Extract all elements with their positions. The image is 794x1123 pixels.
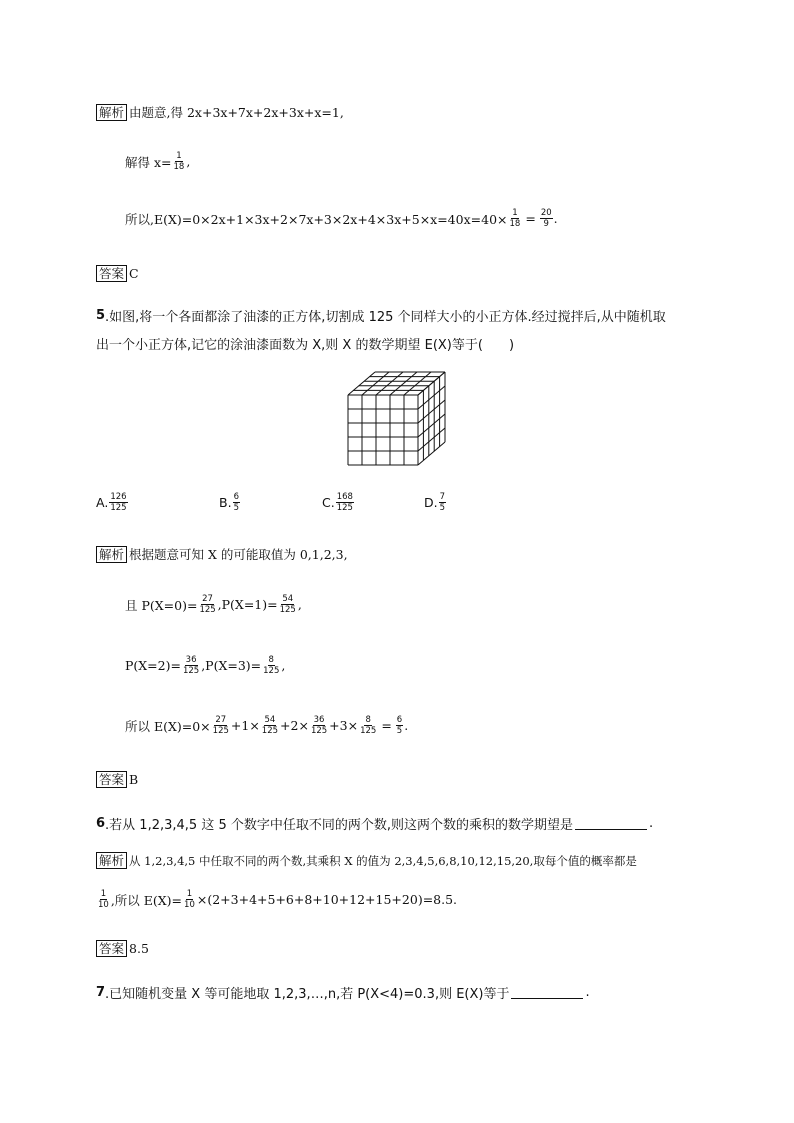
answer-blank[interactable] xyxy=(511,986,583,999)
q6-solution-line1: 解析 从 1,2,3,4,5 中任取不同的两个数,其乘积 X 的值为 2,3,4,5,6,8,10,12,15,20,取每个值的概率都是 xyxy=(96,852,637,869)
jiexi-tag: 解析 xyxy=(96,104,127,121)
q5-stem-line2: 出一个小正方体,记它的涂油漆面数为 X,则 X 的数学期望 E(X)等于( ) xyxy=(96,338,515,353)
q5-solution-line4: 所以 E(X)=0× $\frac{27}{125}$ +1× $\frac{54}{125}$ +2× $\frac{36}{125}$ +3× $\frac{8}{125}$ = $\frac{6}{5}$ . xyxy=(125,715,409,736)
cube-grid-line xyxy=(376,372,403,395)
q5-option-b: B. $\frac{6}{5}$ xyxy=(219,492,239,513)
cube-grid-line xyxy=(348,372,375,395)
q6-number: 6 xyxy=(96,816,106,831)
q4-solution-line1 xyxy=(96,103,344,121)
answer-tag: 答案 xyxy=(96,940,127,957)
q4-answer xyxy=(96,265,139,282)
q7-number: 7 xyxy=(96,985,106,1000)
q6-answer-value: 8.5 xyxy=(129,941,149,956)
q5-option-d: D. $\frac{7}{5}$ xyxy=(424,492,446,513)
q6-answer xyxy=(96,940,149,957)
fraction: $\frac{1}{18}$ xyxy=(509,208,521,229)
cube-grid-line xyxy=(404,372,431,395)
q5-answer-value: B xyxy=(129,772,139,787)
fraction: $\frac{1}{18}$ xyxy=(173,151,185,172)
answer-tag: 答案 xyxy=(96,265,127,282)
cube-grid-line xyxy=(418,400,445,423)
cube-figure xyxy=(345,368,447,468)
cube-grid-line xyxy=(418,414,445,437)
q6-stem: 6 .若从 1,2,3,4,5 这 5 个数字中任取不同的两个数,则这两个数的乘积的数学期望是 . xyxy=(96,816,654,833)
q4-answer-value: C xyxy=(129,266,139,281)
cube-grid-line xyxy=(418,372,445,395)
q4-solution-line2: 解得 x= $\frac{1}{18}$ , xyxy=(125,151,191,172)
q5-solution-line1: 解析 根据题意可知 X 的可能取值为 0,1,2,3, xyxy=(96,545,348,563)
q7-stem: 7 .已知随机变量 X 等可能地取 1,2,3,…,n,若 P(X<4)=0.3,则 E(X)等于 . xyxy=(96,985,590,1002)
q5-solution-line3: P(X=2)= $\frac{36}{125}$ ,P(X=3)= $\frac{8}{125}$ , xyxy=(125,655,286,676)
cube-grid-line xyxy=(418,386,445,409)
q4-line1-text: 由题意,得 2x+3x+7x+2x+3x+x=1, xyxy=(129,105,344,120)
q5-answer xyxy=(96,771,138,788)
cube-grid-line xyxy=(418,428,445,451)
jiexi-tag: 解析 xyxy=(96,852,127,869)
answer-blank[interactable] xyxy=(575,817,647,830)
q5-solution-line2: 且 P(X=0)= $\frac{27}{125}$ ,P(X=1)= $\frac{54}{125}$ , xyxy=(125,594,302,615)
jiexi-tag: 解析 xyxy=(96,546,127,563)
cube-grid-line xyxy=(418,442,445,465)
q5-stem-line1: 5 .如图,将一个各面都涂了油漆的正方体,切割成 125 个同样大小的小正方体.经过搅拌后,从中随机取 xyxy=(96,308,666,325)
q5-option-c: C. $\frac{168}{125}$ xyxy=(322,492,353,513)
q6-solution-line2: $\frac{1}{10}$ ,所以 E(X)= $\frac{1}{10}$ ×(2+3+4+5+6+8+10+12+15+20)=8.5. xyxy=(98,889,458,910)
q5-option-a: A. $\frac{126}{125}$ xyxy=(96,492,127,513)
cube-grid-line xyxy=(390,372,417,395)
cube-grid-line xyxy=(362,372,389,395)
q5-number: 5 xyxy=(96,308,106,323)
answer-tag: 答案 xyxy=(96,771,127,788)
q4-solution-line3: 所以,E(X)=0×2x+1×3x+2×7x+3×2x+4×3x+5×x=40x=40× $\frac{1}{18}$ = $\frac{20}{9}$ . xyxy=(125,208,558,229)
fraction: $\frac{20}{9}$ xyxy=(540,208,552,229)
